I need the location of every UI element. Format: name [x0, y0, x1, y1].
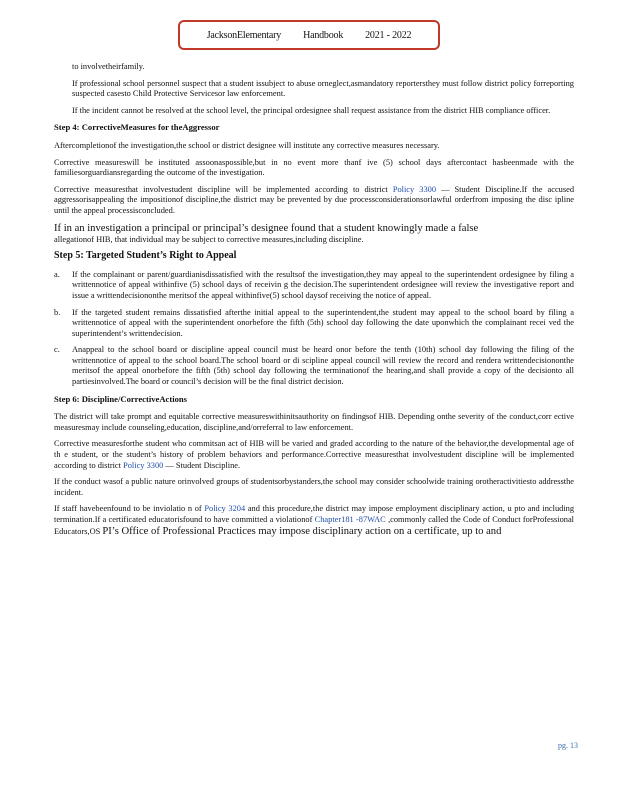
step4-p4-line2: allegationof HIB, that individual may be subject to corrective measures,including discipline.: [54, 234, 364, 244]
step6-p1: The district will take prompt and equitable corrective measureswithinitsauthority on findingsof HIB. Depending onthe severity of the conduct,corr ective measuresmay include counseling,education, discipline,and/orreferral to law enforcement.: [54, 412, 574, 432]
appeal-item-text: Anappeal to the school board or discipline appeal council must be heard onor before the tenth (10th) school day following the filing of the writtennotice of appeal to the school board.The school board or di scipline appeal council will review the record and rendera writtendecisiononthe meritsof the appeal onorbefore the fifth (5th) school day following the terminationof the hearing,and shall provide a copy of the decisionto all partiesinvolved.The board or council’s decision will be the final district decision.: [72, 345, 574, 387]
step6-p4: [54, 504, 574, 537]
appeal-item-marker: b.: [54, 307, 61, 317]
unresolved-paragraph: If the incident cannot be resolved at the school level, the principal ordesignee shall request assistance from the district HIB compliance officer.: [72, 105, 551, 115]
chapter-181-87-wac-link[interactable]: Chapter181 -87WAC: [314, 515, 386, 524]
appeal-item: [54, 270, 574, 302]
header-year-end: 2022: [392, 29, 412, 41]
step6-p4-text-b: and this procedure,the district may impose employment disciplinary action, u pto and including termination.If a certificated educatorisfound to have committed a violationof: [54, 504, 575, 524]
appeal-item-marker: c.: [54, 345, 60, 355]
appeal-item-text: If the complainant or parent/guardianisdissatisfied with the resultsof the investigation,they may appeal to the superintendent ordesignee by filing a writtennotice of appeal withinfive (5) school days of receivin g the decision.The superintendent ordesignee will review the investigative report and issue a writtendecisiononthe meritsof the appeal withinfive(5) school daysof receiving the notice of appeal.: [72, 269, 574, 300]
step4-p1: Aftercompletionof the investigation,the school or district designee will institute any corrective measures necessary.: [54, 140, 440, 150]
header-school: JacksonElementary: [206, 29, 282, 41]
step6-heading: Step 6: Discipline/CorrectiveActions: [54, 393, 188, 404]
step4-p2: Corrective measureswill be instituted assoonaspossible,but in no event more thanf ive (5) school days aftercontact hasbeenmade with the familiesorguardiansregarding the outcome of the investigation.: [54, 157, 574, 178]
policy-3300-link[interactable]: Policy 3300: [392, 184, 437, 194]
appeal-item-marker: a.: [54, 269, 60, 279]
header-box: [178, 20, 440, 50]
step6-p4-big-text: PI’s Office of Professional Practices may impose disciplinary action on a certificate, up to and: [102, 525, 502, 537]
step4-p3-text-a: Corrective measuresthat involvestudent discipline will be implemented according to district: [54, 184, 388, 194]
step6-p2-text-a: Corrective measuresforthe student who commitsan act of HIB will be varied and graded according to the nature of the behavior,the developmental age of th e student, or the student’s history of problem behaviors and performance.Corrective measuresthat involvestudent discipline will be implemented according to district: [54, 439, 574, 470]
header-year-start: 2021: [365, 29, 385, 41]
involve-paragraph: to involvetheirfamily.: [72, 62, 145, 71]
appeal-list: [54, 270, 574, 388]
appeal-item: [54, 345, 574, 387]
header-doc: Handbook: [303, 29, 344, 41]
step6-p2: [54, 439, 574, 471]
page-number: pg. 13: [558, 741, 578, 750]
step4-p4-line1: If in an investigation a principal or principal’s designee found that a student knowingly made a false: [54, 222, 479, 234]
step6-p2-text-b: — Student Discipline.: [165, 460, 241, 470]
appeal-item-text: If the targeted student remains dissatisfied afterthe initial appeal to the superintendent,the student may appeal to the school board by filing a writtennotice of appeal with the superintendent onorbefore the fifth (5th) school day following the date uponwhich the complainant recei ved the superintendent’s writtendecision.: [72, 307, 574, 338]
step4-heading: Step 4: CorrectiveMeasures for theAggressor: [54, 122, 220, 133]
reporter-paragraph: If professional school personnel suspect that a student issubject to abuse orneglect,asmandatory reportersthey must follow district policy forreporting suspected casesto Child Protective Servicesor law enforcement.: [72, 78, 574, 99]
header-years: [365, 30, 411, 41]
step6-p4-text-a: If staff havebeenfound to be inviolatio n of: [54, 504, 202, 514]
appeal-item: [54, 308, 574, 340]
policy-3300-link[interactable]: Policy 3300: [123, 460, 164, 470]
step6-p4-text-c: ,commonly called the Code of Conduct forProfessional Educators,OS: [54, 515, 575, 536]
policy-3204-link[interactable]: Policy 3204: [204, 504, 246, 514]
document-body: [54, 62, 574, 538]
step6-p3: If the conduct wasof a public nature orinvolved groups of studentsorbystanders,the school may consider schoolwide training orotheractivitiesto addressthe incident.: [54, 477, 574, 497]
step4-p3: [54, 185, 574, 217]
step5-heading: Step 5: Targeted Student’s Right to Appeal: [54, 250, 237, 262]
header-year-dash: -: [386, 29, 390, 41]
step4-p3-text-b: — Student Discipline.If the accused aggressorisappealing the impositionof discipline,the district may be prevented by due processconsiderationsorlawful orderfrom imposing the disc ipline until the appeal processisconcluded.: [54, 184, 575, 215]
